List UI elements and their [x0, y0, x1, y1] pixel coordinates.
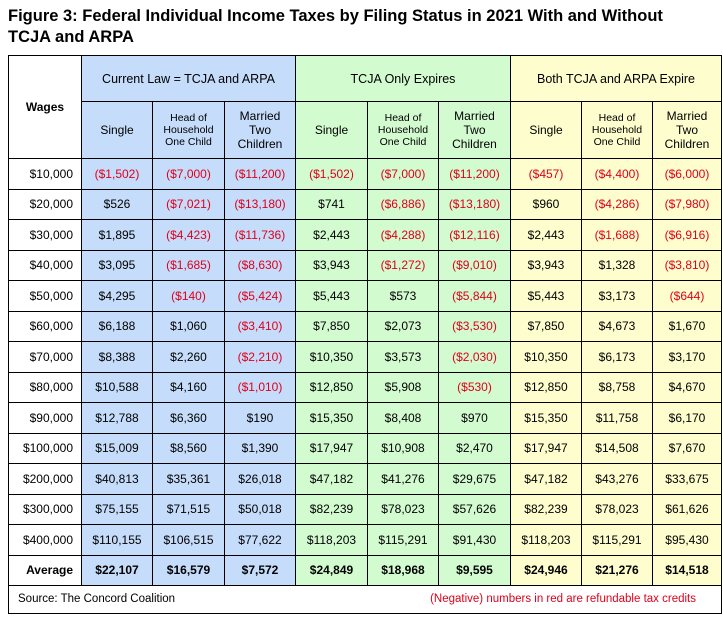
subheader-head-of-household-line: Household: [163, 124, 214, 136]
value-cell: ($530): [439, 372, 511, 403]
value-cell: $75,155: [82, 494, 153, 525]
value-cell: $970: [439, 403, 511, 434]
table-row: [9, 311, 722, 342]
value-cell: $106,515: [153, 525, 225, 556]
table-row: [9, 433, 722, 464]
value-cell: $115,291: [582, 525, 653, 556]
figure-title: Figure 3: Federal Individual Income Taxes by Filing Status in 2021 With and Without TCJA and ARPA: [8, 7, 663, 46]
value-cell: ($12,116): [439, 220, 511, 251]
footer-cell: [9, 585, 722, 613]
wage-cell: $80,000: [9, 372, 82, 403]
subheader-head-of-household-line: Head of: [384, 112, 422, 124]
value-cell: $82,239: [296, 494, 368, 525]
value-cell: $4,673: [582, 311, 653, 342]
subheader-married-two-children-line: Two: [248, 123, 271, 137]
table-row: [9, 342, 722, 373]
value-cell: $35,361: [153, 464, 225, 495]
value-cell: ($4,288): [368, 220, 439, 251]
table-row: [9, 250, 722, 281]
value-cell: $17,947: [511, 433, 582, 464]
value-cell: ($13,180): [439, 189, 511, 220]
value-cell: $57,626: [439, 494, 511, 525]
value-cell: $3,943: [511, 250, 582, 281]
value-cell: $8,758: [582, 372, 653, 403]
group-both-expire: Both TCJA and ARPA Expire: [511, 56, 722, 102]
value-cell: $95,430: [653, 525, 722, 556]
value-cell: $2,443: [511, 220, 582, 251]
wage-cell: $50,000: [9, 281, 82, 312]
value-cell: $50,018: [225, 494, 296, 525]
footer-row: [9, 585, 722, 613]
subheader-married-two-children-line: Married: [239, 109, 281, 123]
value-cell: ($11,200): [225, 159, 296, 190]
wage-cell: $10,000: [9, 159, 82, 190]
value-cell: $43,276: [582, 464, 653, 495]
tax-table: [8, 55, 722, 614]
value-cell: $7,670: [653, 433, 722, 464]
average-value-cell: $22,107: [82, 555, 153, 585]
table-row: [9, 525, 722, 556]
value-cell: $3,173: [582, 281, 653, 312]
value-cell: $47,182: [296, 464, 368, 495]
value-cell: $1,670: [653, 311, 722, 342]
value-cell: $2,260: [153, 342, 225, 373]
value-cell: ($7,000): [153, 159, 225, 190]
value-cell: ($6,000): [653, 159, 722, 190]
value-cell: $71,515: [153, 494, 225, 525]
value-cell: $8,560: [153, 433, 225, 464]
value-cell: ($7,980): [653, 189, 722, 220]
value-cell: $40,813: [82, 464, 153, 495]
wage-cell: $200,000: [9, 464, 82, 495]
value-cell: $10,350: [511, 342, 582, 373]
value-cell: ($11,200): [439, 159, 511, 190]
value-cell: $6,170: [653, 403, 722, 434]
value-cell: $26,018: [225, 464, 296, 495]
subheader-married-two-children-line: Children: [452, 137, 497, 151]
subheader-married-two-children-line: Two: [675, 123, 698, 137]
subheader-head-of-household-line: One Child: [165, 136, 212, 148]
subheader-head-of-household-line: One Child: [593, 136, 641, 148]
subheader-married-two-children-line: Married: [666, 109, 708, 123]
value-cell: ($457): [511, 159, 582, 190]
value-cell: $91,430: [439, 525, 511, 556]
tax-table-container: [8, 55, 722, 614]
value-cell: $4,160: [153, 372, 225, 403]
subheader-row: [9, 102, 722, 159]
value-cell: $526: [82, 189, 153, 220]
average-value-cell: $24,849: [296, 555, 368, 585]
average-value-cell: $18,968: [368, 555, 439, 585]
negative-legend: (Negative) numbers in red are refundable tax credits: [430, 593, 696, 605]
subheader-married-two-children: [225, 102, 296, 159]
value-cell: $5,443: [511, 281, 582, 312]
value-cell: ($140): [153, 281, 225, 312]
subheader-head-of-household-line: One Child: [379, 136, 427, 148]
value-cell: ($644): [653, 281, 722, 312]
average-label: Average: [9, 555, 82, 585]
value-cell: $3,170: [653, 342, 722, 373]
subheader-married-two-children-line: Married: [454, 109, 495, 123]
value-cell: $2,073: [368, 311, 439, 342]
subheader-married-two-children-line: Children: [664, 137, 710, 151]
value-cell: $8,388: [82, 342, 153, 373]
value-cell: $2,443: [296, 220, 368, 251]
value-cell: $12,850: [296, 372, 368, 403]
value-cell: ($6,886): [368, 189, 439, 220]
value-cell: ($9,010): [439, 250, 511, 281]
value-cell: ($1,502): [296, 159, 368, 190]
wage-cell: $400,000: [9, 525, 82, 556]
value-cell: ($1,685): [153, 250, 225, 281]
subheader-married-two-children: [439, 102, 511, 159]
value-cell: $118,203: [296, 525, 368, 556]
table-row: [9, 464, 722, 495]
average-value-cell: $9,595: [439, 555, 511, 585]
group-current-law: Current Law = TCJA and ARPA: [82, 56, 296, 102]
subheader-head-of-household-line: Household: [591, 124, 643, 136]
value-cell: $1,895: [82, 220, 153, 251]
average-value-cell: $21,276: [582, 555, 653, 585]
value-cell: ($1,272): [368, 250, 439, 281]
wages-header: Wages: [9, 56, 82, 159]
value-cell: $6,188: [82, 311, 153, 342]
subheader-married-two-children-line: Children: [237, 137, 283, 151]
table-row: [9, 281, 722, 312]
wage-cell: $70,000: [9, 342, 82, 373]
value-cell: $10,908: [368, 433, 439, 464]
value-cell: $14,508: [582, 433, 653, 464]
subheader-single: Single: [296, 102, 368, 159]
value-cell: $1,060: [153, 311, 225, 342]
wage-cell: $90,000: [9, 403, 82, 434]
value-cell: $741: [296, 189, 368, 220]
value-cell: $2,470: [439, 433, 511, 464]
wage-cell: $40,000: [9, 250, 82, 281]
value-cell: $1,328: [582, 250, 653, 281]
value-cell: $5,908: [368, 372, 439, 403]
value-cell: $10,350: [296, 342, 368, 373]
group-header-row: [9, 56, 722, 102]
subheader-head-of-household-line: Head of: [598, 112, 636, 124]
value-cell: ($4,286): [582, 189, 653, 220]
value-cell: $77,622: [225, 525, 296, 556]
subheader-single: Single: [511, 102, 582, 159]
value-cell: ($3,530): [439, 311, 511, 342]
value-cell: $3,573: [368, 342, 439, 373]
value-cell: $33,675: [653, 464, 722, 495]
value-cell: ($2,030): [439, 342, 511, 373]
value-cell: $8,408: [368, 403, 439, 434]
value-cell: ($2,210): [225, 342, 296, 373]
value-cell: $61,626: [653, 494, 722, 525]
average-value-cell: $24,946: [511, 555, 582, 585]
value-cell: $15,350: [511, 403, 582, 434]
value-cell: ($4,423): [153, 220, 225, 251]
value-cell: $960: [511, 189, 582, 220]
value-cell: ($1,502): [82, 159, 153, 190]
wage-cell: $300,000: [9, 494, 82, 525]
value-cell: ($5,844): [439, 281, 511, 312]
value-cell: $17,947: [296, 433, 368, 464]
value-cell: $29,675: [439, 464, 511, 495]
value-cell: $573: [368, 281, 439, 312]
wage-cell: $20,000: [9, 189, 82, 220]
value-cell: $15,009: [82, 433, 153, 464]
table-body: [9, 159, 722, 586]
value-cell: ($1,688): [582, 220, 653, 251]
value-cell: $3,095: [82, 250, 153, 281]
value-cell: ($6,916): [653, 220, 722, 251]
subheader-married-two-children-line: Two: [463, 123, 486, 137]
value-cell: $5,443: [296, 281, 368, 312]
subheader-head-of-household-line: Head of: [170, 112, 207, 124]
table-row: [9, 220, 722, 251]
value-cell: $11,758: [582, 403, 653, 434]
source-note: Source: The Concord Coalition: [18, 593, 176, 605]
wage-cell: $100,000: [9, 433, 82, 464]
subheader-head-of-household: [153, 102, 225, 159]
value-cell: $115,291: [368, 525, 439, 556]
average-row: [9, 555, 722, 585]
value-cell: $41,276: [368, 464, 439, 495]
value-cell: $78,023: [582, 494, 653, 525]
value-cell: $47,182: [511, 464, 582, 495]
average-value-cell: $7,572: [225, 555, 296, 585]
value-cell: $1,390: [225, 433, 296, 464]
table-row: [9, 494, 722, 525]
value-cell: $4,295: [82, 281, 153, 312]
value-cell: $12,850: [511, 372, 582, 403]
value-cell: ($1,010): [225, 372, 296, 403]
table-row: [9, 189, 722, 220]
value-cell: $12,788: [82, 403, 153, 434]
group-tcja-expires: TCJA Only Expires: [296, 56, 511, 102]
table-row: [9, 403, 722, 434]
value-cell: $7,850: [511, 311, 582, 342]
subheader-head-of-household: [368, 102, 439, 159]
table-row: [9, 372, 722, 403]
value-cell: $118,203: [511, 525, 582, 556]
value-cell: ($11,736): [225, 220, 296, 251]
subheader-head-of-household-line: Household: [377, 124, 429, 136]
value-cell: ($13,180): [225, 189, 296, 220]
wage-cell: $30,000: [9, 220, 82, 251]
value-cell: $190: [225, 403, 296, 434]
average-value-cell: $16,579: [153, 555, 225, 585]
value-cell: ($8,630): [225, 250, 296, 281]
subheader-single: Single: [82, 102, 153, 159]
value-cell: $15,350: [296, 403, 368, 434]
average-value-cell: $14,518: [653, 555, 722, 585]
value-cell: $10,588: [82, 372, 153, 403]
wage-cell: $60,000: [9, 311, 82, 342]
value-cell: $6,360: [153, 403, 225, 434]
value-cell: ($5,424): [225, 281, 296, 312]
value-cell: ($7,000): [368, 159, 439, 190]
table-row: [9, 159, 722, 190]
value-cell: ($4,400): [582, 159, 653, 190]
value-cell: $6,173: [582, 342, 653, 373]
value-cell: ($3,410): [225, 311, 296, 342]
value-cell: ($7,021): [153, 189, 225, 220]
value-cell: ($3,810): [653, 250, 722, 281]
value-cell: $78,023: [368, 494, 439, 525]
value-cell: $3,943: [296, 250, 368, 281]
value-cell: $7,850: [296, 311, 368, 342]
value-cell: $110,155: [82, 525, 153, 556]
value-cell: $4,670: [653, 372, 722, 403]
value-cell: $82,239: [511, 494, 582, 525]
subheader-married-two-children: [653, 102, 722, 159]
subheader-head-of-household: [582, 102, 653, 159]
